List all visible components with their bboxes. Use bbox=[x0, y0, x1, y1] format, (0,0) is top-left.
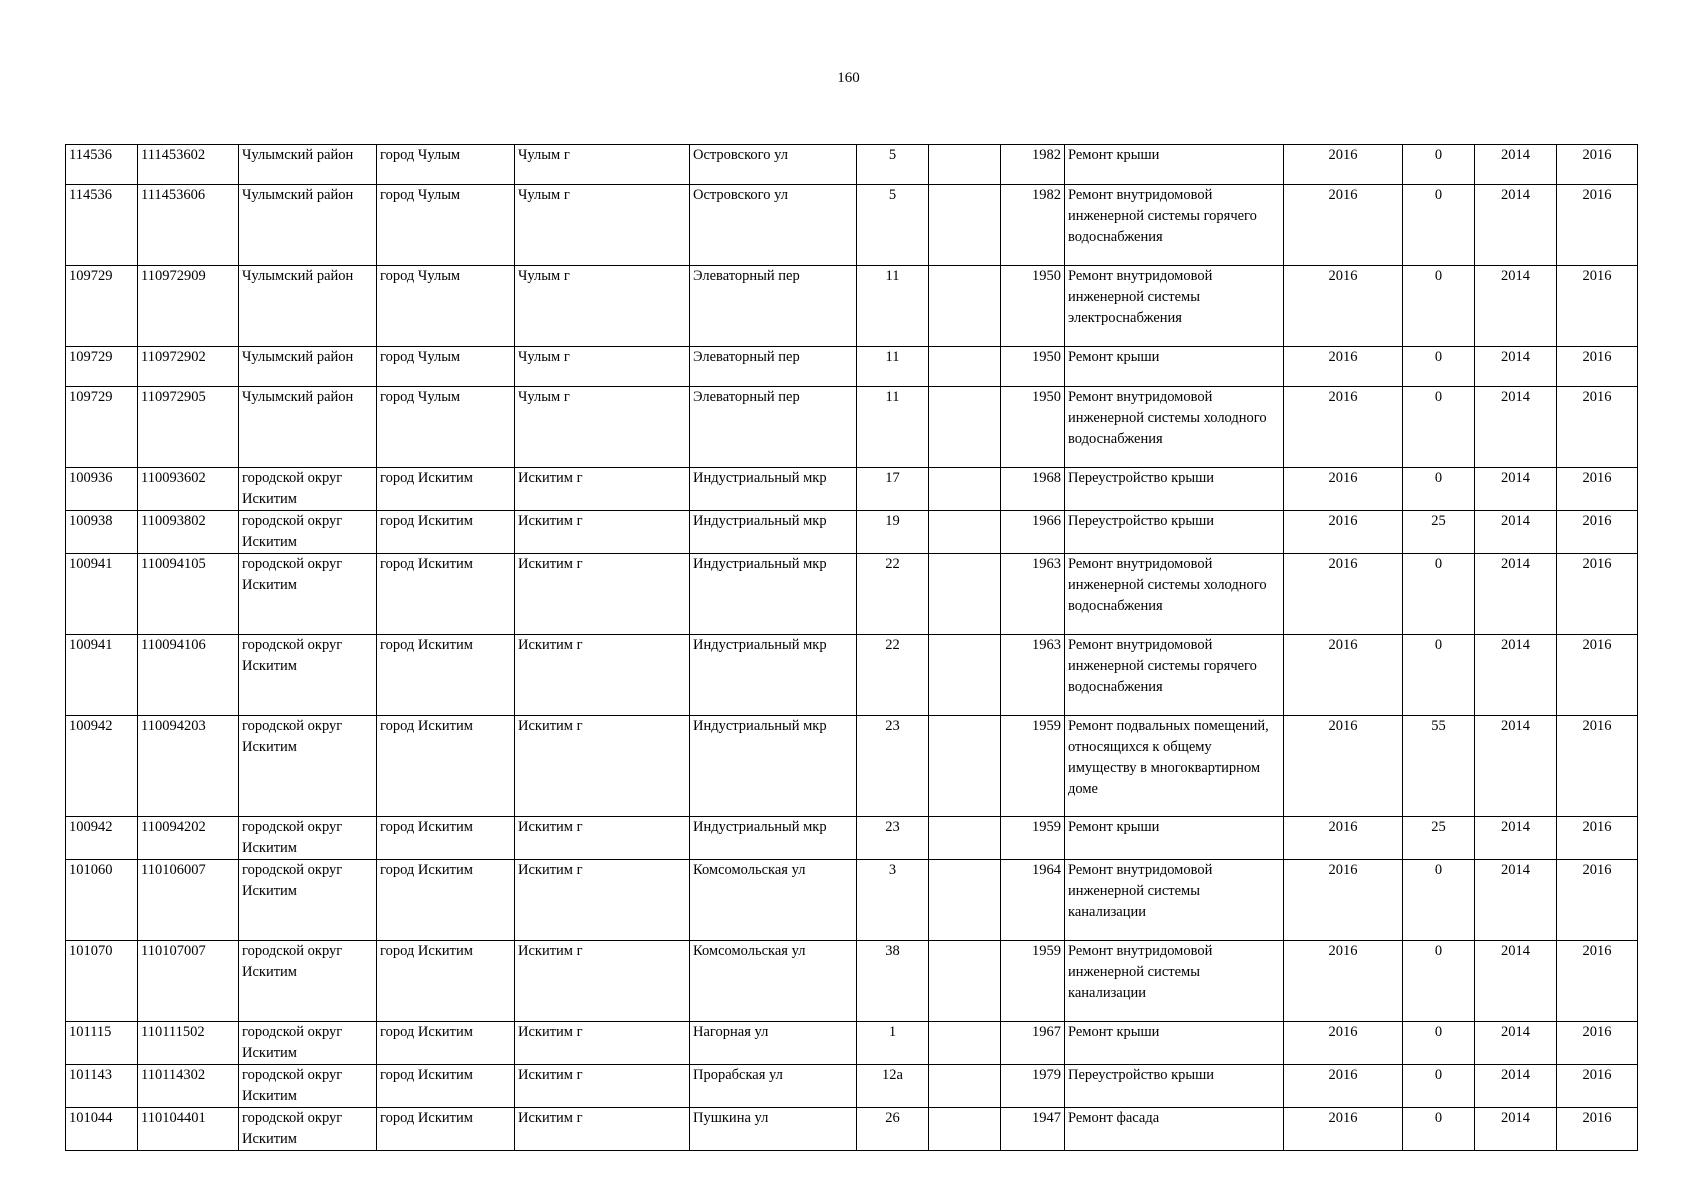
cell-street: Элеваторный пер bbox=[690, 387, 857, 468]
cell-work-code: 110106007 bbox=[138, 860, 239, 941]
cell-work-type: Ремонт крыши bbox=[1065, 817, 1284, 860]
table-row bbox=[66, 266, 1638, 347]
cell-house-id: 109729 bbox=[66, 266, 138, 347]
cell-street: Пушкина ул bbox=[690, 1108, 857, 1151]
cell-settlement: город Чулым bbox=[377, 185, 515, 266]
cell-building bbox=[929, 387, 1001, 468]
cell-work-code: 110093802 bbox=[138, 511, 239, 554]
cell-district: городской округ Искитим bbox=[239, 860, 377, 941]
cell-building bbox=[929, 1108, 1001, 1151]
cell-settlement: город Искитим bbox=[377, 635, 515, 716]
cell-plan-year: 2016 bbox=[1284, 185, 1403, 266]
cell-street: Индустриальный мкр bbox=[690, 635, 857, 716]
cell-settlement: город Искитим bbox=[377, 941, 515, 1022]
cell-period-end: 2016 bbox=[1557, 185, 1638, 266]
cell-period-end: 2016 bbox=[1557, 716, 1638, 817]
cell-district: городской округ Искитим bbox=[239, 554, 377, 635]
table-row bbox=[66, 860, 1638, 941]
cell-house-number: 22 bbox=[857, 635, 929, 716]
cell-building bbox=[929, 468, 1001, 511]
cell-wear-percent: 0 bbox=[1403, 860, 1475, 941]
cell-house-number: 22 bbox=[857, 554, 929, 635]
cell-house-number: 26 bbox=[857, 1108, 929, 1151]
cell-period-start: 2014 bbox=[1475, 145, 1557, 185]
table-row bbox=[66, 817, 1638, 860]
cell-house-number: 5 bbox=[857, 185, 929, 266]
cell-settlement: город Искитим bbox=[377, 554, 515, 635]
cell-period-start: 2014 bbox=[1475, 387, 1557, 468]
cell-period-start: 2014 bbox=[1475, 511, 1557, 554]
cell-wear-percent: 25 bbox=[1403, 817, 1475, 860]
cell-plan-year: 2016 bbox=[1284, 941, 1403, 1022]
cell-district: Чулымский район bbox=[239, 145, 377, 185]
cell-district: городской округ Искитим bbox=[239, 1065, 377, 1108]
cell-settlement: город Искитим bbox=[377, 1108, 515, 1151]
cell-locality: Искитим г bbox=[515, 554, 690, 635]
cell-period-end: 2016 bbox=[1557, 145, 1638, 185]
cell-wear-percent: 0 bbox=[1403, 1065, 1475, 1108]
cell-street: Комсомольская ул bbox=[690, 941, 857, 1022]
cell-work-type: Переустройство крыши bbox=[1065, 511, 1284, 554]
table-row bbox=[66, 1108, 1638, 1151]
cell-build-year: 1950 bbox=[1001, 387, 1065, 468]
cell-building bbox=[929, 554, 1001, 635]
table-row bbox=[66, 145, 1638, 185]
page-number: 160 bbox=[837, 70, 860, 86]
cell-build-year: 1966 bbox=[1001, 511, 1065, 554]
cell-period-end: 2016 bbox=[1557, 266, 1638, 347]
cell-period-start: 2014 bbox=[1475, 716, 1557, 817]
cell-locality: Искитим г bbox=[515, 635, 690, 716]
cell-work-type: Переустройство крыши bbox=[1065, 468, 1284, 511]
cell-work-type: Ремонт внутридомовой инженерной системы электроснабжения bbox=[1065, 266, 1284, 347]
cell-house-id: 109729 bbox=[66, 347, 138, 387]
cell-period-start: 2014 bbox=[1475, 347, 1557, 387]
cell-build-year: 1967 bbox=[1001, 1022, 1065, 1065]
cell-house-number: 12а bbox=[857, 1065, 929, 1108]
cell-period-end: 2016 bbox=[1557, 554, 1638, 635]
table-row bbox=[66, 185, 1638, 266]
cell-build-year: 1964 bbox=[1001, 860, 1065, 941]
cell-district: городской округ Искитим bbox=[239, 468, 377, 511]
cell-locality: Чулым г bbox=[515, 145, 690, 185]
table-row bbox=[66, 387, 1638, 468]
cell-work-code: 111453602 bbox=[138, 145, 239, 185]
cell-build-year: 1950 bbox=[1001, 347, 1065, 387]
cell-period-start: 2014 bbox=[1475, 860, 1557, 941]
cell-period-end: 2016 bbox=[1557, 635, 1638, 716]
cell-building bbox=[929, 347, 1001, 387]
cell-locality: Искитим г bbox=[515, 468, 690, 511]
cell-plan-year: 2016 bbox=[1284, 860, 1403, 941]
cell-house-id: 101044 bbox=[66, 1108, 138, 1151]
cell-street: Островского ул bbox=[690, 185, 857, 266]
cell-work-code: 110972909 bbox=[138, 266, 239, 347]
cell-period-end: 2016 bbox=[1557, 1022, 1638, 1065]
cell-work-type: Ремонт внутридомовой инженерной системы канализации bbox=[1065, 941, 1284, 1022]
cell-building bbox=[929, 716, 1001, 817]
cell-wear-percent: 0 bbox=[1403, 347, 1475, 387]
cell-district: Чулымский район bbox=[239, 387, 377, 468]
cell-period-start: 2014 bbox=[1475, 941, 1557, 1022]
cell-street: Элеваторный пер bbox=[690, 266, 857, 347]
cell-building bbox=[929, 941, 1001, 1022]
cell-building bbox=[929, 1022, 1001, 1065]
cell-wear-percent: 25 bbox=[1403, 511, 1475, 554]
cell-plan-year: 2016 bbox=[1284, 347, 1403, 387]
cell-house-number: 1 bbox=[857, 1022, 929, 1065]
cell-work-code: 110104401 bbox=[138, 1108, 239, 1151]
cell-house-id: 109729 bbox=[66, 387, 138, 468]
cell-build-year: 1959 bbox=[1001, 716, 1065, 817]
cell-build-year: 1959 bbox=[1001, 817, 1065, 860]
table-row bbox=[66, 347, 1638, 387]
cell-work-code: 110094105 bbox=[138, 554, 239, 635]
cell-house-number: 11 bbox=[857, 347, 929, 387]
cell-period-start: 2014 bbox=[1475, 1108, 1557, 1151]
table-row bbox=[66, 511, 1638, 554]
cell-house-number: 11 bbox=[857, 387, 929, 468]
cell-house-id: 100938 bbox=[66, 511, 138, 554]
cell-work-type: Ремонт внутридомовой инженерной системы холодного водоснабжения bbox=[1065, 554, 1284, 635]
cell-building bbox=[929, 511, 1001, 554]
cell-build-year: 1959 bbox=[1001, 941, 1065, 1022]
cell-street: Индустриальный мкр bbox=[690, 716, 857, 817]
cell-settlement: город Чулым bbox=[377, 387, 515, 468]
cell-street: Индустриальный мкр bbox=[690, 554, 857, 635]
table-row bbox=[66, 468, 1638, 511]
cell-plan-year: 2016 bbox=[1284, 1108, 1403, 1151]
cell-district: городской округ Искитим bbox=[239, 1108, 377, 1151]
cell-build-year: 1963 bbox=[1001, 554, 1065, 635]
cell-street: Нагорная ул bbox=[690, 1022, 857, 1065]
cell-plan-year: 2016 bbox=[1284, 554, 1403, 635]
cell-work-type: Ремонт крыши bbox=[1065, 1022, 1284, 1065]
cell-work-code: 110107007 bbox=[138, 941, 239, 1022]
cell-house-id: 100936 bbox=[66, 468, 138, 511]
cell-street: Индустриальный мкр bbox=[690, 468, 857, 511]
cell-build-year: 1947 bbox=[1001, 1108, 1065, 1151]
cell-house-id: 100942 bbox=[66, 817, 138, 860]
cell-house-id: 101143 bbox=[66, 1065, 138, 1108]
cell-settlement: город Чулым bbox=[377, 266, 515, 347]
cell-house-id: 101115 bbox=[66, 1022, 138, 1065]
cell-district: городской округ Искитим bbox=[239, 511, 377, 554]
cell-work-code: 110094202 bbox=[138, 817, 239, 860]
cell-street: Островского ул bbox=[690, 145, 857, 185]
cell-settlement: город Искитим bbox=[377, 860, 515, 941]
cell-locality: Чулым г bbox=[515, 185, 690, 266]
cell-house-number: 23 bbox=[857, 716, 929, 817]
cell-locality: Чулым г bbox=[515, 387, 690, 468]
cell-period-end: 2016 bbox=[1557, 1108, 1638, 1151]
cell-wear-percent: 0 bbox=[1403, 266, 1475, 347]
cell-period-start: 2014 bbox=[1475, 817, 1557, 860]
table-row bbox=[66, 1065, 1638, 1108]
cell-work-code: 110111502 bbox=[138, 1022, 239, 1065]
cell-settlement: город Искитим bbox=[377, 511, 515, 554]
cell-locality: Искитим г bbox=[515, 1065, 690, 1108]
cell-district: Чулымский район bbox=[239, 347, 377, 387]
cell-locality: Искитим г bbox=[515, 941, 690, 1022]
cell-building bbox=[929, 145, 1001, 185]
cell-wear-percent: 0 bbox=[1403, 635, 1475, 716]
cell-work-code: 110093602 bbox=[138, 468, 239, 511]
cell-wear-percent: 0 bbox=[1403, 185, 1475, 266]
cell-build-year: 1963 bbox=[1001, 635, 1065, 716]
cell-street: Индустриальный мкр bbox=[690, 511, 857, 554]
cell-period-end: 2016 bbox=[1557, 1065, 1638, 1108]
cell-build-year: 1950 bbox=[1001, 266, 1065, 347]
cell-period-end: 2016 bbox=[1557, 387, 1638, 468]
cell-period-end: 2016 bbox=[1557, 511, 1638, 554]
cell-house-id: 101060 bbox=[66, 860, 138, 941]
cell-period-start: 2014 bbox=[1475, 554, 1557, 635]
cell-period-end: 2016 bbox=[1557, 347, 1638, 387]
cell-work-type: Ремонт подвальных помещений, относящихся к общему имуществу в многоквартирном доме bbox=[1065, 716, 1284, 817]
cell-period-start: 2014 bbox=[1475, 185, 1557, 266]
cell-wear-percent: 0 bbox=[1403, 145, 1475, 185]
cell-district: Чулымский район bbox=[239, 185, 377, 266]
cell-building bbox=[929, 1065, 1001, 1108]
cell-wear-percent: 0 bbox=[1403, 1108, 1475, 1151]
table-row bbox=[66, 635, 1638, 716]
cell-house-number: 38 bbox=[857, 941, 929, 1022]
table-row bbox=[66, 941, 1638, 1022]
table-body bbox=[66, 145, 1638, 1151]
cell-work-code: 110972905 bbox=[138, 387, 239, 468]
cell-locality: Искитим г bbox=[515, 716, 690, 817]
cell-settlement: город Чулым bbox=[377, 347, 515, 387]
cell-district: городской округ Искитим bbox=[239, 635, 377, 716]
cell-house-id: 101070 bbox=[66, 941, 138, 1022]
cell-work-code: 110972902 bbox=[138, 347, 239, 387]
cell-house-id: 100941 bbox=[66, 635, 138, 716]
cell-district: городской округ Искитим bbox=[239, 817, 377, 860]
cell-locality: Чулым г bbox=[515, 266, 690, 347]
cell-work-type: Переустройство крыши bbox=[1065, 1065, 1284, 1108]
cell-locality: Искитим г bbox=[515, 860, 690, 941]
cell-wear-percent: 0 bbox=[1403, 468, 1475, 511]
cell-plan-year: 2016 bbox=[1284, 468, 1403, 511]
cell-settlement: город Искитим bbox=[377, 1065, 515, 1108]
cell-plan-year: 2016 bbox=[1284, 1022, 1403, 1065]
cell-district: городской округ Искитим bbox=[239, 1022, 377, 1065]
cell-period-end: 2016 bbox=[1557, 468, 1638, 511]
cell-locality: Искитим г bbox=[515, 511, 690, 554]
table-row bbox=[66, 1022, 1638, 1065]
cell-house-number: 17 bbox=[857, 468, 929, 511]
cell-period-start: 2014 bbox=[1475, 266, 1557, 347]
table-row bbox=[66, 554, 1638, 635]
cell-wear-percent: 0 bbox=[1403, 941, 1475, 1022]
cell-period-start: 2014 bbox=[1475, 468, 1557, 511]
cell-settlement: город Искитим bbox=[377, 817, 515, 860]
cell-plan-year: 2016 bbox=[1284, 635, 1403, 716]
cell-period-end: 2016 bbox=[1557, 860, 1638, 941]
cell-building bbox=[929, 635, 1001, 716]
cell-building bbox=[929, 860, 1001, 941]
cell-locality: Искитим г bbox=[515, 817, 690, 860]
cell-wear-percent: 0 bbox=[1403, 1022, 1475, 1065]
cell-building bbox=[929, 266, 1001, 347]
cell-locality: Искитим г bbox=[515, 1108, 690, 1151]
cell-house-id: 100941 bbox=[66, 554, 138, 635]
cell-period-start: 2014 bbox=[1475, 635, 1557, 716]
cell-district: городской округ Искитим bbox=[239, 941, 377, 1022]
cell-wear-percent: 0 bbox=[1403, 387, 1475, 468]
cell-settlement: город Искитим bbox=[377, 716, 515, 817]
cell-street: Комсомольская ул bbox=[690, 860, 857, 941]
cell-house-number: 11 bbox=[857, 266, 929, 347]
cell-period-end: 2016 bbox=[1557, 817, 1638, 860]
cell-district: Чулымский район bbox=[239, 266, 377, 347]
cell-work-type: Ремонт крыши bbox=[1065, 347, 1284, 387]
table-row bbox=[66, 716, 1638, 817]
cell-period-end: 2016 bbox=[1557, 941, 1638, 1022]
cell-work-code: 110094106 bbox=[138, 635, 239, 716]
cell-street: Прорабская ул bbox=[690, 1065, 857, 1108]
cell-district: городской округ Искитим bbox=[239, 716, 377, 817]
cell-settlement: город Чулым bbox=[377, 145, 515, 185]
cell-build-year: 1968 bbox=[1001, 468, 1065, 511]
cell-build-year: 1979 bbox=[1001, 1065, 1065, 1108]
cell-house-id: 114536 bbox=[66, 145, 138, 185]
cell-house-number: 19 bbox=[857, 511, 929, 554]
cell-house-number: 3 bbox=[857, 860, 929, 941]
cell-period-start: 2014 bbox=[1475, 1065, 1557, 1108]
cell-settlement: город Искитим bbox=[377, 468, 515, 511]
cell-house-number: 23 bbox=[857, 817, 929, 860]
cell-street: Индустриальный мкр bbox=[690, 817, 857, 860]
cell-build-year: 1982 bbox=[1001, 145, 1065, 185]
cell-work-type: Ремонт внутридомовой инженерной системы горячего водоснабжения bbox=[1065, 185, 1284, 266]
cell-work-type: Ремонт фасада bbox=[1065, 1108, 1284, 1151]
cell-building bbox=[929, 817, 1001, 860]
cell-settlement: город Искитим bbox=[377, 1022, 515, 1065]
cell-house-id: 114536 bbox=[66, 185, 138, 266]
repair-registry-table bbox=[65, 144, 1638, 1151]
cell-work-type: Ремонт внутридомовой инженерной системы канализации bbox=[1065, 860, 1284, 941]
cell-plan-year: 2016 bbox=[1284, 817, 1403, 860]
cell-work-code: 110114302 bbox=[138, 1065, 239, 1108]
cell-wear-percent: 55 bbox=[1403, 716, 1475, 817]
cell-house-id: 100942 bbox=[66, 716, 138, 817]
cell-work-type: Ремонт внутридомовой инженерной системы горячего водоснабжения bbox=[1065, 635, 1284, 716]
cell-plan-year: 2016 bbox=[1284, 511, 1403, 554]
cell-plan-year: 2016 bbox=[1284, 716, 1403, 817]
cell-plan-year: 2016 bbox=[1284, 387, 1403, 468]
cell-wear-percent: 0 bbox=[1403, 554, 1475, 635]
cell-build-year: 1982 bbox=[1001, 185, 1065, 266]
cell-work-type: Ремонт внутридомовой инженерной системы холодного водоснабжения bbox=[1065, 387, 1284, 468]
cell-street: Элеваторный пер bbox=[690, 347, 857, 387]
cell-plan-year: 2016 bbox=[1284, 266, 1403, 347]
cell-work-type: Ремонт крыши bbox=[1065, 145, 1284, 185]
cell-work-code: 111453606 bbox=[138, 185, 239, 266]
cell-plan-year: 2016 bbox=[1284, 145, 1403, 185]
cell-work-code: 110094203 bbox=[138, 716, 239, 817]
cell-house-number: 5 bbox=[857, 145, 929, 185]
cell-plan-year: 2016 bbox=[1284, 1065, 1403, 1108]
cell-period-start: 2014 bbox=[1475, 1022, 1557, 1065]
cell-locality: Чулым г bbox=[515, 347, 690, 387]
cell-building bbox=[929, 185, 1001, 266]
cell-locality: Искитим г bbox=[515, 1022, 690, 1065]
